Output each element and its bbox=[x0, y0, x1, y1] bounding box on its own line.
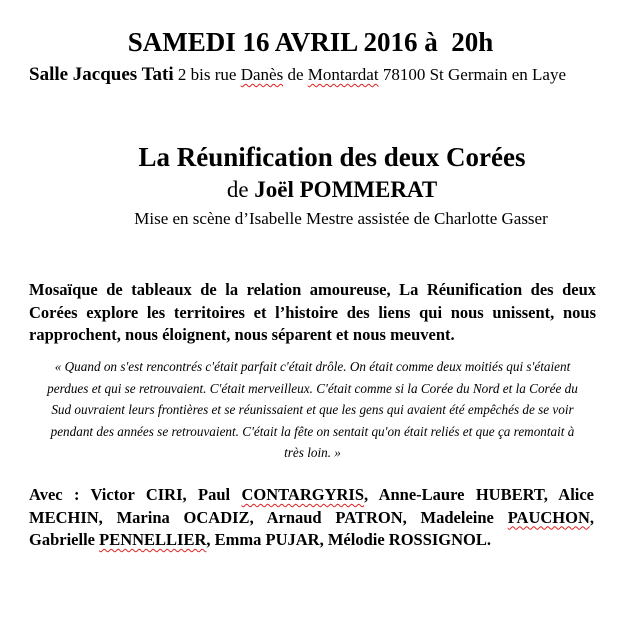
spellcheck-word: PENNELLIER bbox=[99, 530, 207, 549]
cast-text: Avec : Victor CIRI, Paul bbox=[29, 485, 242, 504]
venue-name: Salle Jacques Tati bbox=[29, 64, 174, 85]
play-title: La Réunification des deux Corées bbox=[138, 142, 526, 172]
cast-text: , Anne-Laure HUBERT, Alice MECHIN, Marina OCADIZ, Arnaud PATRON, Madeleine bbox=[29, 485, 595, 527]
address-text: 78100 St Germain en Laye bbox=[378, 65, 566, 84]
spellcheck-word: CONTARGYRIS bbox=[241, 485, 365, 504]
spellcheck-word: Montardat bbox=[307, 65, 379, 84]
address-text: de bbox=[283, 65, 308, 84]
author-prefix: de bbox=[226, 177, 255, 202]
author-line bbox=[0, 176, 621, 204]
quote-paragraph: « Quand on s'est rencontrés c'était parfait c'était drôle. On était comme deux moitiés qui s'étaient perdues et qui se retrouvaient. C'était merveilleux. C'était comme si la Corée du Nord et la Corée du Sud ouvraient leurs frontières et se réunissaient et que les gens qui avaient été empêchés de se voir pendant des années se retrouvaient. C'était la fête on sentait qu'on était reliés et que ça remontait à très loin. » bbox=[47, 359, 578, 460]
staging-credits: Mise en scène d’Isabelle Mestre assistée de Charlotte Gasser bbox=[134, 209, 548, 228]
spellcheck-word: PAUCHON bbox=[507, 507, 590, 527]
spellcheck-word: Danès bbox=[240, 65, 284, 84]
venue-address bbox=[29, 64, 599, 86]
address-text: 2 bis rue bbox=[173, 65, 241, 84]
cast-text: , Gabrielle bbox=[29, 507, 594, 549]
cast-list bbox=[29, 484, 594, 552]
event-date-time: SAMEDI 16 AVRIL 2016 à 20h bbox=[127, 27, 494, 57]
author-name: Joël POMMERAT bbox=[254, 177, 438, 202]
summary-paragraph: Mosaïque de tableaux de la relation amoureuse, La Réunification des deux Corées explore les territoires et l’histoire des liens qui nous unissent, nous rapprochent, nous éloignent, nous séparent et nous meuvent. bbox=[29, 280, 596, 344]
cast-text: , Emma PUJAR, Mélodie ROSSIGNOL. bbox=[206, 530, 492, 549]
